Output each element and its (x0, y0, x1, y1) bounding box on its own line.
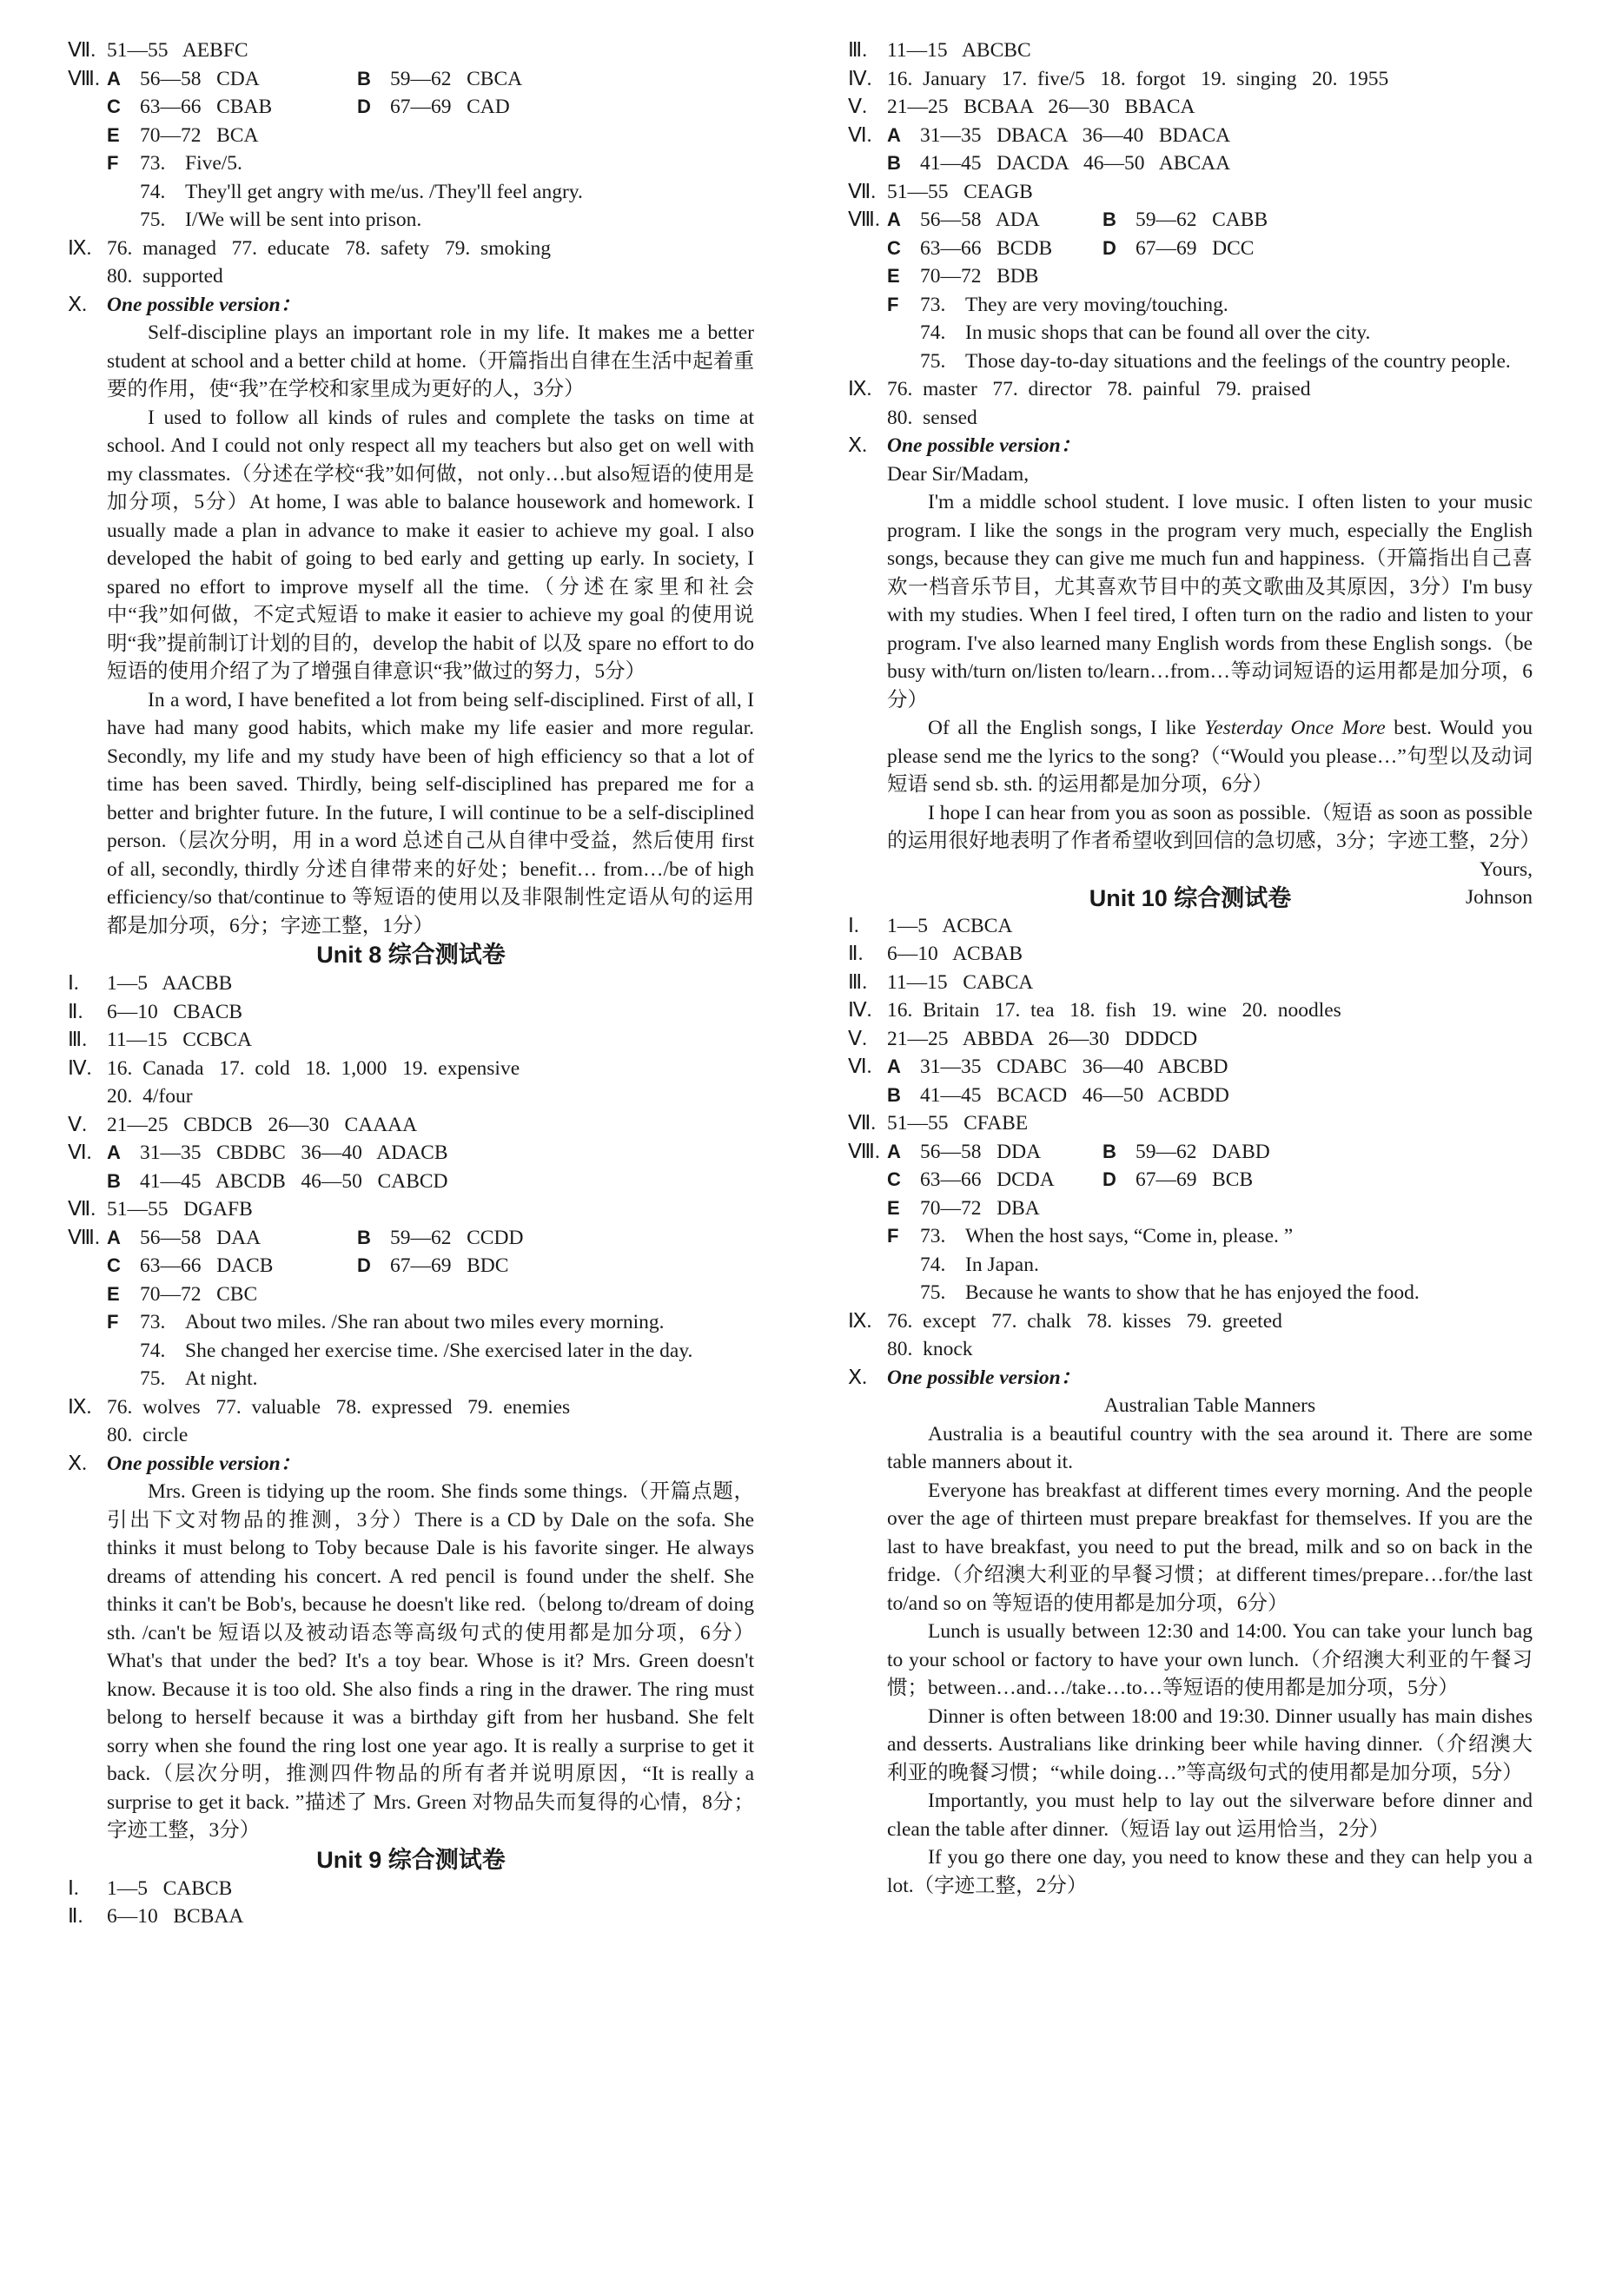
u10-answer-75: 75. Because he wants to show that he has enjoyed the food. (920, 1281, 1420, 1304)
u8-answer-75: 75. At night. (140, 1367, 258, 1390)
u10-section-8-e: E 70—72 DBA (887, 1196, 1040, 1220)
u8-answer-73: F 73. About two miles. /She ran about two miles every morning. (107, 1311, 665, 1333)
u9-section-2: Ⅱ. 6—10 BCBAA (68, 1905, 244, 1928)
u9-section-1: Ⅰ. 1—5 CABCB (68, 1876, 233, 1900)
u8-section-9-line2: 80. circle (107, 1424, 189, 1446)
answer-74: 74. They'll get angry with me/us. /They'll feel angry. (140, 180, 583, 203)
u9-section-9-line2: 80. sensed (887, 406, 977, 429)
u10-section-9: Ⅸ. 76. except 77. chalk 78. kisses 79. greeted (848, 1309, 1282, 1333)
u8-section-6a: Ⅵ. A 31—35 CBDBC 36—40 ADACB (68, 1141, 448, 1164)
u8-section-8-a-b: Ⅷ. A 56—58 DAA B 59—62 CCDD (68, 1226, 524, 1249)
section-9: Ⅸ. 76. managed 77. educate 78. safety 79. smoking (68, 236, 552, 260)
u8-section-1: Ⅰ. 1—5 AACBB (68, 972, 233, 995)
u10-section-8-f: F 73. When the host says, “Come in, please. ” (887, 1225, 1294, 1247)
unit-8-title: Unit 8 综合测试卷 (316, 942, 506, 968)
u8-section-8-c-d: C 63—66 DACB D 67—69 BDC (107, 1254, 509, 1277)
essay-self-discipline: Self-discipline plays an important role in my life. It makes me a better student at school and a better child at home.（开篇指出自律在生活中起着重要的作用，使“我”在学校和家里成为更好的人，3分） I used to follow all kinds of rules and complete the tasks on time at school. And I could not only respect all my teachers but also get on well with my classmates.（分述在学校“我”如何做，not only…but also短语的使用是加分项，5分）At home, I was able to balance housework and homework. I usually made a plan in advance to make it easier to achieve my goal. I also developed the habit of going to bed early and getting up early. In society, I spared no effort to improve myself all the time.（分述在家里和社会中“我”如何做，不定式短语 to make it easier to achieve my goal 的使用说明“我”提前制订计划的目的，develop the habit of 以及 spare no effort to do 短语的使用介绍了为了增强自律意识“我”做过的努力，5分） In a word, I have benefited a lot from being self-disciplined. First of all, I have had many good habits, which make my life easier and more regular. Secondly, my life and my study have been of high efficiency so that a lot of time has been saved. Thirdly, being self-disciplined has prepared me for a better and brighter future. In the future, I will continue to be a self-disciplined person.（层次分明，用 in a word 总述自己从自律中受益，然后使用 first of all, secondly, thirdly 分述自律带来的好处；benefit… from…/be of high efficiency/so that/continue to 等短语的使用以及非限制性定语从句的运用都是加分项，6分；字迹工整，1分） (107, 321, 754, 937)
signature: Johnson (1465, 886, 1533, 909)
u10-section-6a: Ⅵ. A 31—35 CDABC 36—40 ABCBD (848, 1055, 1228, 1078)
u8-section-4-line2: 20. 4/four (107, 1085, 193, 1108)
u10-section-3: Ⅲ. 11—15 CABCA (848, 970, 1034, 994)
u9-section-8-c-d: C 63—66 BCDB D 67—69 DCC (887, 236, 1255, 260)
answer-75: 75. I/We will be sent into prison. (140, 208, 422, 231)
essay-australian-table-manners: Australian Table Manners Australia is a beautiful country with the sea around it. There are some table manners about it. Everyone has breakfast at different times every morning. And the people over the age of thirteen must prepare breakfast for themselves. If you are the last to have breakfast, you need to put the bread, milk and so on back in the fridge.（介绍澳大利亚的早餐习惯；at different times/prepare…for/the last to/and so on 等短语的使用都是加分项，6分） Lunch is usually between 12:30 and 14:00. You can take your lunch bag to your school or factory to have your own lunch.（介绍澳大利亚的午餐习惯；between…and…/take…to…等短语的使用都是加分项，5分） Dinner is often between 18:00 and 19:30. Dinner usually has main dishes and desserts. Australians like drinking beer while having dinner.（介绍澳大利亚的晚餐习惯；“while doing…”等高级句式的使用都是加分项，5分） Importantly, you must help to lay out the silverware before dinner and clean the table after dinner.（短语 lay out 运用恰当，2分） If you go there one day, you need to know these and they can help you a lot.（字迹工整，2分） (848, 1392, 1533, 1900)
u8-section-5: Ⅴ. 21—25 CBDCB 26—30 CAAAA (68, 1113, 418, 1136)
right-column (848, 36, 1540, 1900)
u10-section-8-c-d: C 63—66 DCDA D 67—69 BCB (887, 1168, 1254, 1191)
section-7: Ⅶ. 51—55 AEBFC (68, 39, 248, 62)
unit-10-title: Unit 10 综合测试卷 (1089, 885, 1292, 911)
u8-section-7: Ⅶ. 51—55 DGAFB (68, 1198, 253, 1221)
u9-section-9: Ⅸ. 76. master 77. director 78. painful 79. praised (848, 378, 1311, 400)
u10-section-6b: B 41—45 BCACD 46—50 ACBDD (887, 1083, 1229, 1107)
u8-section-8-e: E 70—72 CBC (107, 1282, 258, 1306)
u10-section-1: Ⅰ. 1—5 ACBCA (848, 914, 1013, 937)
u9-section-6b: B 41—45 DACDA 46—50 ABCAA (887, 152, 1231, 175)
u10-answer-74: 74. In Japan. (920, 1253, 1039, 1276)
section-9-line2: 80. supported (107, 265, 223, 288)
u9-answer-74: 74. In music shops that can be found all over the city. (920, 321, 1371, 344)
u9-section-6a: Ⅵ. A 31—35 DBACA 36—40 BDACA (848, 123, 1231, 147)
section-8-c-d: C 63—66 CBAB D 67—69 CAD (107, 96, 510, 118)
essay-title: Australian Table Manners (1103, 1394, 1316, 1417)
u10-section-9-line2: 80. knock (887, 1338, 973, 1360)
u8-section-2: Ⅱ. 6—10 CBACB (68, 1000, 243, 1023)
u10-section-4: Ⅳ. 16. Britain 17. tea 18. fish 19. wine 20. noodles (848, 999, 1341, 1022)
u8-section-9: Ⅸ. 76. wolves 77. valuable 78. expressed 79. enemies (68, 1395, 571, 1419)
section-8-e: E 70—72 BCA (107, 123, 259, 147)
left-column (68, 36, 754, 1931)
u10-section-5: Ⅴ. 21—25 ABBDA 26—30 DDDCD (848, 1027, 1198, 1050)
u9-section-10-label: Ⅹ. One possible version： (848, 434, 1082, 457)
essay-mrs-green: Mrs. Green is tidying up the room. She finds some things.（开篇点题，引出下文对物品的推测，3分）There is a CD by Dale on the sofa. She thinks it must belong to Toby because Dale is his favorite singer. He always dreams of attending his concert. A red pencil is found under the shelf. She thinks it can't be Bob's, because he doesn't like red.（belong to/dream of doing sth. /can't be 短语以及被动语态等高级句式的使用都是加分项，6分）What's that under the bed? It's a toy bear. Whose is it? Mrs. Green doesn't know. Because it is too old. She also finds a ring in the drawer. The ring must belong to herself because it was a birthday gift from her husband. She felt sorry when she found the ring lost one year ago. It is really a surprise to get it back.（层次分明，推测四件物品的所有者并说明原因，“It is really a surprise to get it back. ”描述了 Mrs. Green 对物品失而复得的心情，8分；字迹工整，3分） (107, 1480, 754, 1842)
u8-section-6b: B 41—45 ABCDB 46—50 CABCD (107, 1169, 448, 1193)
u8-answer-74: 74. She changed her exercise time. /She exercised later in the day. (140, 1339, 693, 1362)
section-8-a-b: Ⅷ. A 56—58 CDA B 59—62 CBCA (68, 67, 523, 90)
u8-section-10-label: Ⅹ. One possible version： (68, 1452, 301, 1475)
u10-section-7: Ⅶ. 51—55 CFABE (848, 1112, 1029, 1135)
essay-letter: Dear Sir/Madam, I'm a middle school student. I love music. I often listen to your music program. I like the songs in the program very much, especially the English songs, because they can give me much fun and happiness.（开篇指出自己喜欢一档音乐节目，尤其喜欢节目中的英文歌曲及其原因，3分）I'm busy with my studies. When I feel tired, I often turn on the radio and listen to your program. I've also learned many English words from these English songs.（be busy with/turn on/listen to/learn…from…等动词短语的运用都是加分项，6分） Of all the English songs, I like Yesterday Once More best. Would you please send me the lyrics to the song?（“Would you please…”句型以及动词短语 send sb. sth. 的运用都是加分项，6分） I hope I can hear from you as soon as possible.（短语 as soon as possible 的运用很好地表明了作者希望收到回信的急切感，3分；字迹工整，2分） Yours, (887, 462, 1540, 881)
u9-section-8-e: E 70—72 BDB (887, 265, 1039, 288)
u9-section-8-a-b: Ⅷ. A 56—58 ADA B 59—62 CABB (848, 208, 1268, 231)
u8-section-3: Ⅲ. 11—15 CCBCA (68, 1029, 252, 1051)
u10-section-2: Ⅱ. 6—10 ACBAB (848, 943, 1023, 965)
u9-section-5: Ⅴ. 21—25 BCBAA 26—30 BBACA (848, 96, 1195, 118)
section-8-f: F 73. Five/5. (107, 152, 242, 175)
u9-answer-75: 75. Those day-to-day situations and the feelings of the country people. (920, 349, 1511, 373)
u9-section-4: Ⅳ. 16. January 17. five/5 18. forgot 19. singing 20. 1955 (848, 67, 1389, 90)
unit-9-title: Unit 9 综合测试卷 (316, 1846, 506, 1873)
section-10-label: Ⅹ. One possible version： (68, 293, 301, 316)
u10-section-10-label: Ⅹ. One possible version： (848, 1366, 1082, 1389)
u10-section-8-a-b: Ⅷ. A 56—58 DDA B 59—62 DABD (848, 1140, 1270, 1163)
u8-section-4: Ⅳ. 16. Canada 17. cold 18. 1,000 19. expensive (68, 1056, 520, 1080)
u9-section-7: Ⅶ. 51—55 CEAGB (848, 180, 1033, 203)
u9-section-3: Ⅲ. 11—15 ABCBC (848, 39, 1031, 62)
u9-section-8-f: F 73. They are very moving/touching. (887, 293, 1228, 316)
